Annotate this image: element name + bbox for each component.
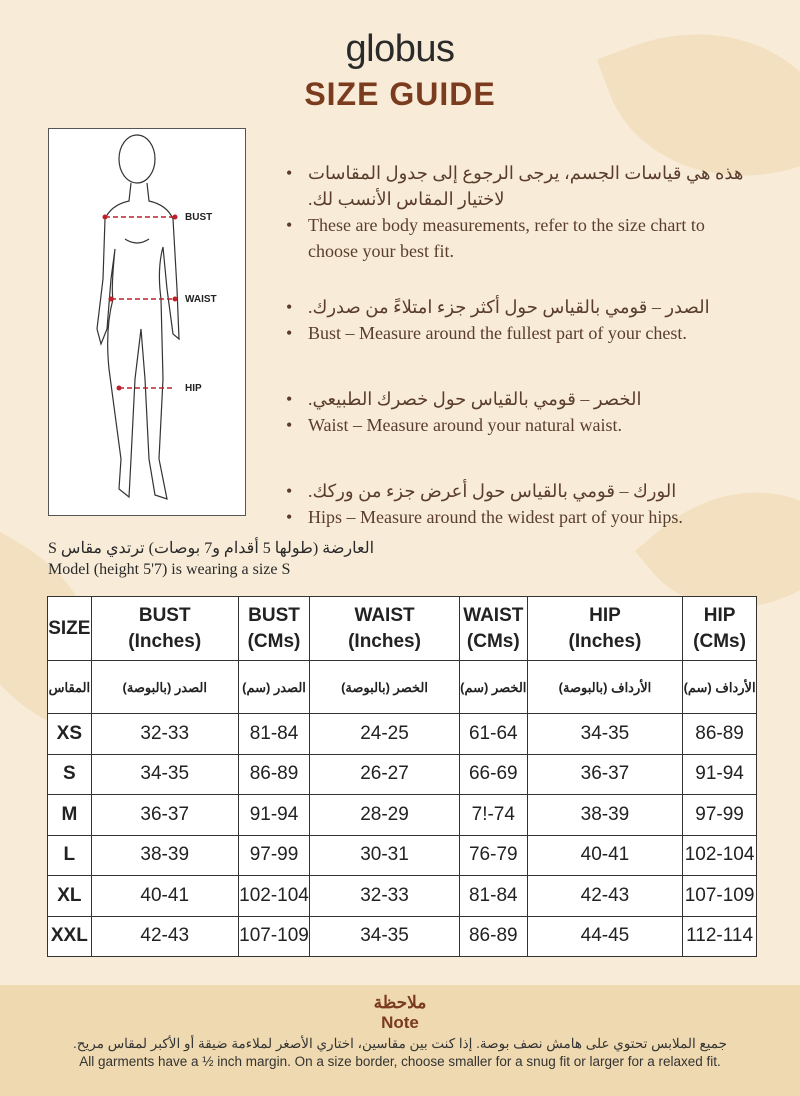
measurement-cell: 32-33	[91, 714, 238, 755]
measurement-cell: 30-31	[310, 835, 460, 876]
measurement-cell: 112-114	[683, 916, 757, 957]
measurement-cell: 107-109	[683, 876, 757, 917]
column-header	[527, 597, 682, 661]
body-silhouette-icon	[49, 129, 245, 515]
table-row	[48, 916, 757, 957]
body-measurement-figure	[48, 128, 246, 516]
measurement-cell: 24-25	[310, 714, 460, 755]
column-header-ar: المقاس	[48, 661, 92, 714]
column-header-ar: الصدر (سم)	[238, 661, 310, 714]
measurement-cell: 86-89	[459, 916, 527, 957]
measurement-cell: 102-104	[238, 876, 310, 917]
size-table	[47, 596, 757, 957]
measurement-cell: 97-99	[238, 835, 310, 876]
measurement-cell: 81-84	[459, 876, 527, 917]
hip-label: HIP	[185, 383, 202, 394]
measurement-cell: 26-27	[310, 754, 460, 795]
size-cell: M	[48, 795, 92, 836]
measurement-cell: 66-69	[459, 754, 527, 795]
model-info-ar: العارضة (طولها 5 أقدام و7 بوصات) ترتدي مقاس S	[48, 540, 375, 557]
model-info-en: Model (height 5'7) is wearing a size S	[48, 561, 291, 578]
bullet-ar: • الصدر – قومي بالقياس حول أكثر جزء امتلاءً من صدرك.	[286, 294, 756, 320]
measurement-cell: 40-41	[91, 876, 238, 917]
measurement-cell: 34-35	[310, 916, 460, 957]
column-header-ar: الخصر (سم)	[459, 661, 527, 714]
header-label: HIP	[703, 604, 736, 626]
measurement-cell: 42-43	[91, 916, 238, 957]
column-header-ar: الأرداف (سم)	[683, 661, 757, 714]
size-cell: XL	[48, 876, 92, 917]
bust-label: BUST	[185, 212, 213, 223]
measurement-cell: 36-37	[91, 795, 238, 836]
table-row	[48, 754, 757, 795]
column-header	[48, 597, 92, 661]
column-header	[459, 597, 527, 661]
note-text-ar: جميع الملابس تحتوي على هامش نصف بوصة. إذا كنت بين مقاسين، اختاري الأصغر لملاءمة ضيقة أو الأكبر لمقاس مريح.	[73, 1036, 727, 1051]
column-header	[91, 597, 238, 661]
header-label: HIP	[589, 604, 621, 626]
header-row-ar	[48, 661, 757, 714]
header-unit: (CMs)	[247, 630, 301, 652]
header-unit: (CMs)	[693, 630, 746, 652]
table-row	[48, 876, 757, 917]
measurement-cell: 81-84	[238, 714, 310, 755]
page-title: SIZE GUIDE	[304, 76, 496, 112]
measurement-cell: 38-39	[91, 835, 238, 876]
measurement-cell: 28-29	[310, 795, 460, 836]
model-info	[48, 538, 374, 580]
size-cell: XS	[48, 714, 92, 755]
measurement-instructions	[286, 160, 756, 530]
note-title-en: Note	[381, 1013, 419, 1032]
measurement-cell: 34-35	[91, 754, 238, 795]
header-label: BUST	[138, 604, 191, 626]
measurement-cell: 42-43	[527, 876, 682, 917]
bullet-en: • These are body measurements, refer to the size chart to choose your best fit.	[286, 212, 756, 264]
note-title-ar: ملاحظة	[373, 993, 427, 1012]
bullet-en: • Bust – Measure around the fullest part of your chest.	[286, 320, 756, 346]
measurement-cell: 76-79	[459, 835, 527, 876]
measurement-cell: 32-33	[310, 876, 460, 917]
header-row	[48, 597, 757, 661]
bullet-ar: • الخصر – قومي بالقياس حول خصرك الطبيعي.	[286, 386, 756, 412]
column-header-ar: الخصر (بالبوصة)	[310, 661, 460, 714]
column-header-ar: الصدر (بالبوصة)	[91, 661, 238, 714]
measurement-cell: 40-41	[527, 835, 682, 876]
measurement-cell: 102-104	[683, 835, 757, 876]
column-header-ar: الأرداف (بالبوصة)	[527, 661, 682, 714]
bullet-en: • Hips – Measure around the widest part of your hips.	[286, 504, 756, 530]
column-header	[683, 597, 757, 661]
header-label: SIZE	[48, 617, 91, 639]
note-section	[0, 985, 800, 1096]
measurement-cell: 34-35	[527, 714, 682, 755]
column-header	[238, 597, 310, 661]
bullet-en: • Waist – Measure around your natural waist.	[286, 412, 756, 438]
header-label: WAIST	[354, 604, 415, 626]
header-unit: (CMs)	[466, 630, 520, 652]
measurement-cell: 86-89	[683, 714, 757, 755]
header-label: BUST	[248, 604, 300, 626]
header-unit: (Inches)	[568, 630, 642, 652]
table-row	[48, 795, 757, 836]
note-text-en: All garments have a ½ inch margin. On a size border, choose smaller for a snug fit or larger for a relaxed fit.	[79, 1054, 721, 1069]
measurement-cell: 7!-74	[459, 795, 527, 836]
measurement-cell: 36-37	[527, 754, 682, 795]
size-cell: L	[48, 835, 92, 876]
bullet-ar: • الورك – قومي بالقياس حول أعرض جزء من وركك.	[286, 478, 756, 504]
measurement-cell: 91-94	[238, 795, 310, 836]
measurement-cell: 107-109	[238, 916, 310, 957]
table-row	[48, 835, 757, 876]
table-row	[48, 714, 757, 755]
header-label: WAIST	[463, 604, 524, 626]
measurement-cell: 61-64	[459, 714, 527, 755]
size-cell: S	[48, 754, 92, 795]
brand-logo: globus	[345, 28, 455, 70]
size-cell: XXL	[48, 916, 92, 957]
header-unit: (Inches)	[348, 630, 421, 652]
measurement-cell: 38-39	[527, 795, 682, 836]
header-unit: (Inches)	[128, 630, 202, 652]
measurement-cell: 97-99	[683, 795, 757, 836]
column-header	[310, 597, 460, 661]
measurement-cell: 44-45	[527, 916, 682, 957]
waist-label: WAIST	[185, 294, 217, 305]
measurement-cell: 86-89	[238, 754, 310, 795]
bullet-ar: • هذه هي قياسات الجسم، يرجى الرجوع إلى جدول المقاسات لاختيار المقاس الأنسب لك.	[286, 160, 756, 212]
measurement-cell: 91-94	[683, 754, 757, 795]
